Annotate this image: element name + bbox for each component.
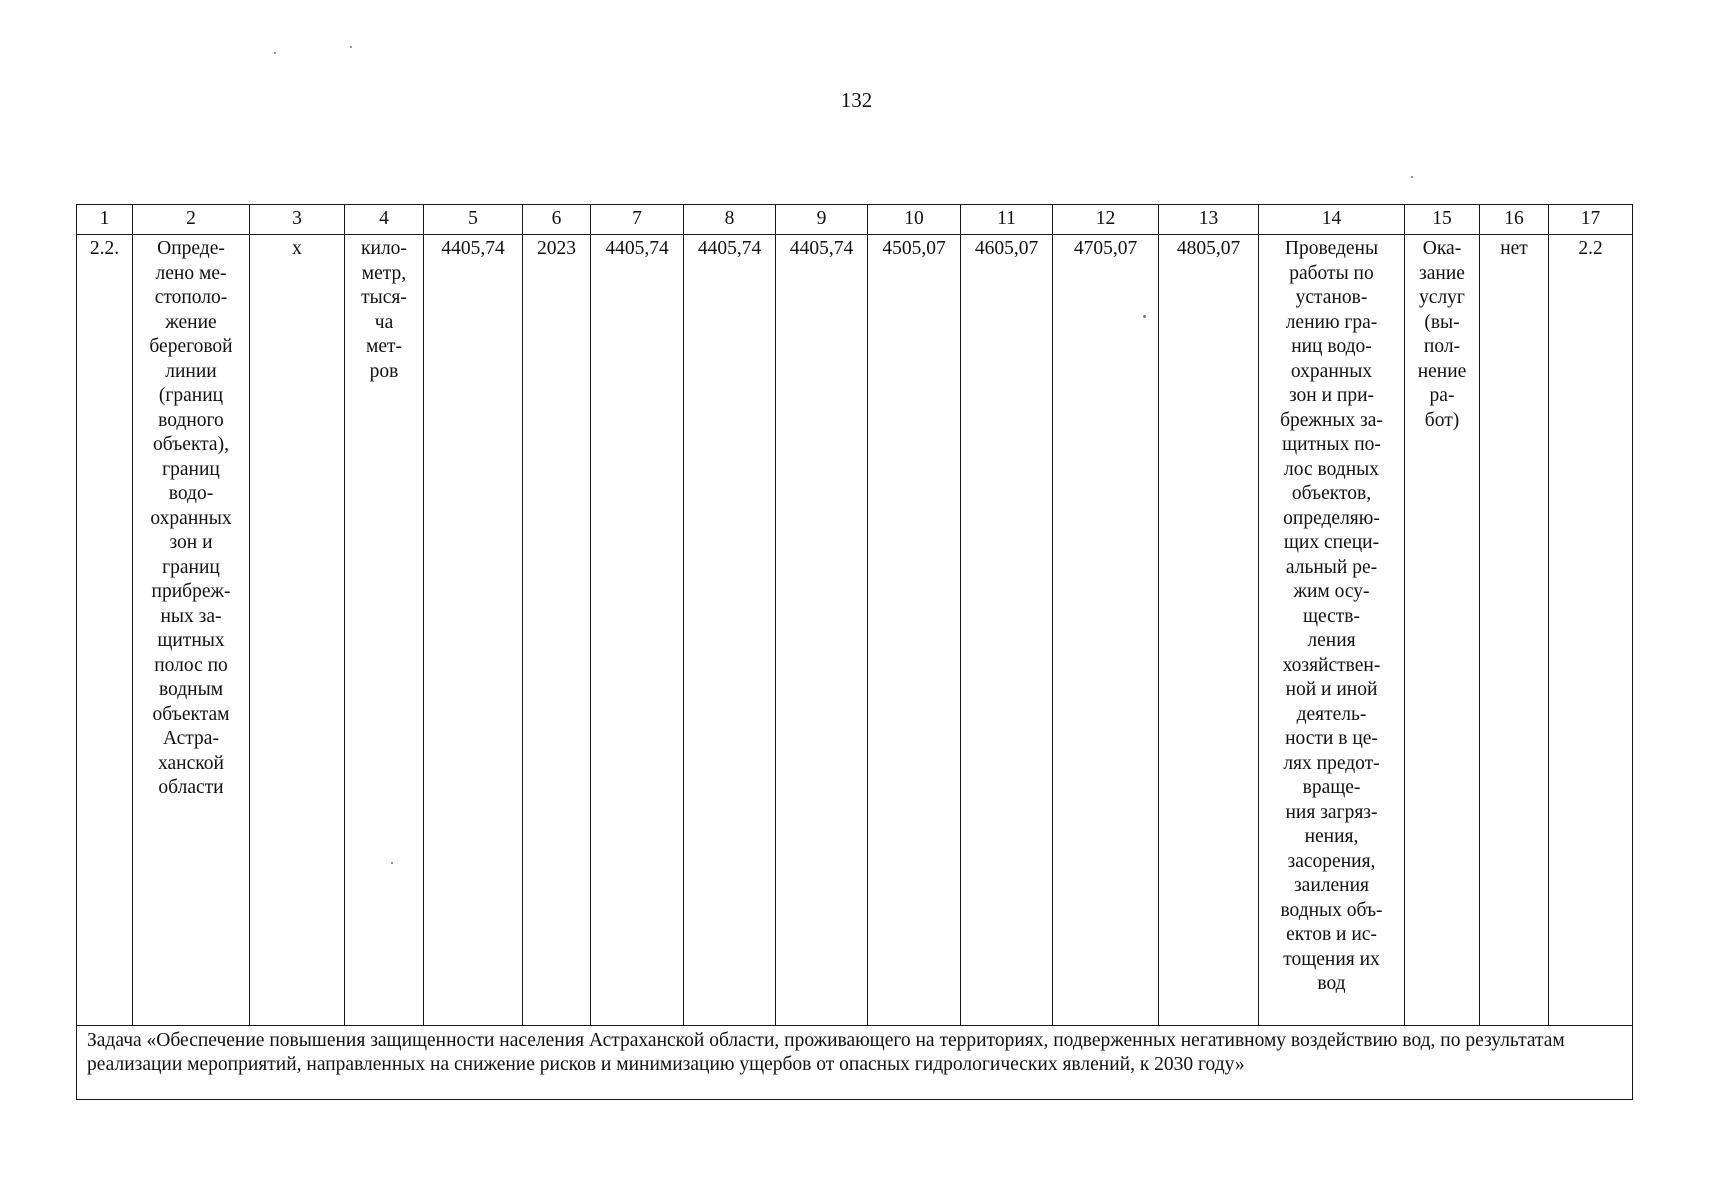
column-number-13: 13 <box>1159 205 1259 235</box>
column-number-1: 1 <box>77 205 133 235</box>
column-number-row <box>77 205 1633 235</box>
column-number-9: 9 <box>776 205 868 235</box>
column-number-7: 7 <box>591 205 684 235</box>
task-row <box>77 1026 1633 1100</box>
column-number-8: 8 <box>684 205 776 235</box>
scan-speck <box>274 52 276 54</box>
measure-name-cell: Опреде- лено ме- стополо- жение береговой линии (границ водного объекта), границ водо- охранных зон и границ прибреж- ных за- щитных полос по водным объектам Астра- ханской области <box>133 235 250 1026</box>
row-number-cell: 2.2. <box>77 235 133 1026</box>
result-description-cell: Проведены работы по установ- лению гра- ниц водо- охранных зон и при- брежных за- щитных по- лос водных объектов, определяю- щих специ- альный ре- жим осу- ществ- ления хозяйствен- ной и иной деятель- ности в це- лях предот- враще- ния загряз- нения, засорения, заиления водных объ- ектов и ис- тощения их вод <box>1259 235 1405 1026</box>
column-3-cell: х <box>250 235 345 1026</box>
column-number-2: 2 <box>133 205 250 235</box>
column-number-15: 15 <box>1405 205 1480 235</box>
value-cell-8: 4405,74 <box>684 235 776 1026</box>
value-cell-12: 4705,07 <box>1053 235 1159 1026</box>
value-cell-13: 4805,07 <box>1159 235 1259 1026</box>
column-number-10: 10 <box>868 205 961 235</box>
unit-cell: кило- метр, тыся- ча мет- ров <box>345 235 424 1026</box>
value-cell-5: 4405,74 <box>424 235 523 1026</box>
program-table <box>76 204 1633 1100</box>
year-cell: 2023 <box>523 235 591 1026</box>
column-number-12: 12 <box>1053 205 1159 235</box>
scan-speck <box>1411 176 1413 178</box>
column-number-4: 4 <box>345 205 424 235</box>
scan-speck <box>391 862 393 864</box>
column-number-3: 3 <box>250 205 345 235</box>
table-row <box>77 235 1633 1026</box>
column-number-14: 14 <box>1259 205 1405 235</box>
page-number: 132 <box>840 88 873 112</box>
column-number-16: 16 <box>1480 205 1549 235</box>
value-cell-10: 4505,07 <box>868 235 961 1026</box>
column-number-6: 6 <box>523 205 591 235</box>
service-type-cell: Ока- зание услуг (вы- пол- нение ра- бот) <box>1405 235 1480 1026</box>
scan-speck <box>350 46 352 48</box>
value-cell-9: 4405,74 <box>776 235 868 1026</box>
column-16-cell: нет <box>1480 235 1549 1026</box>
column-number-11: 11 <box>961 205 1053 235</box>
task-text: Задача «Обеспечение повышения защищенности населения Астраханской области, проживающего на территориях, подверженных негативному воздействию вод, по результатам реализации мероприятий, направленных на снижение рисков и минимизацию ущербов от опасных гидрологических явлений, к 2030 году» <box>77 1026 1633 1100</box>
value-cell-7: 4405,74 <box>591 235 684 1026</box>
column-number-5: 5 <box>424 205 523 235</box>
value-cell-11: 4605,07 <box>961 235 1053 1026</box>
scan-speck <box>1143 315 1146 318</box>
column-number-17: 17 <box>1549 205 1633 235</box>
column-17-cell: 2.2 <box>1549 235 1633 1026</box>
